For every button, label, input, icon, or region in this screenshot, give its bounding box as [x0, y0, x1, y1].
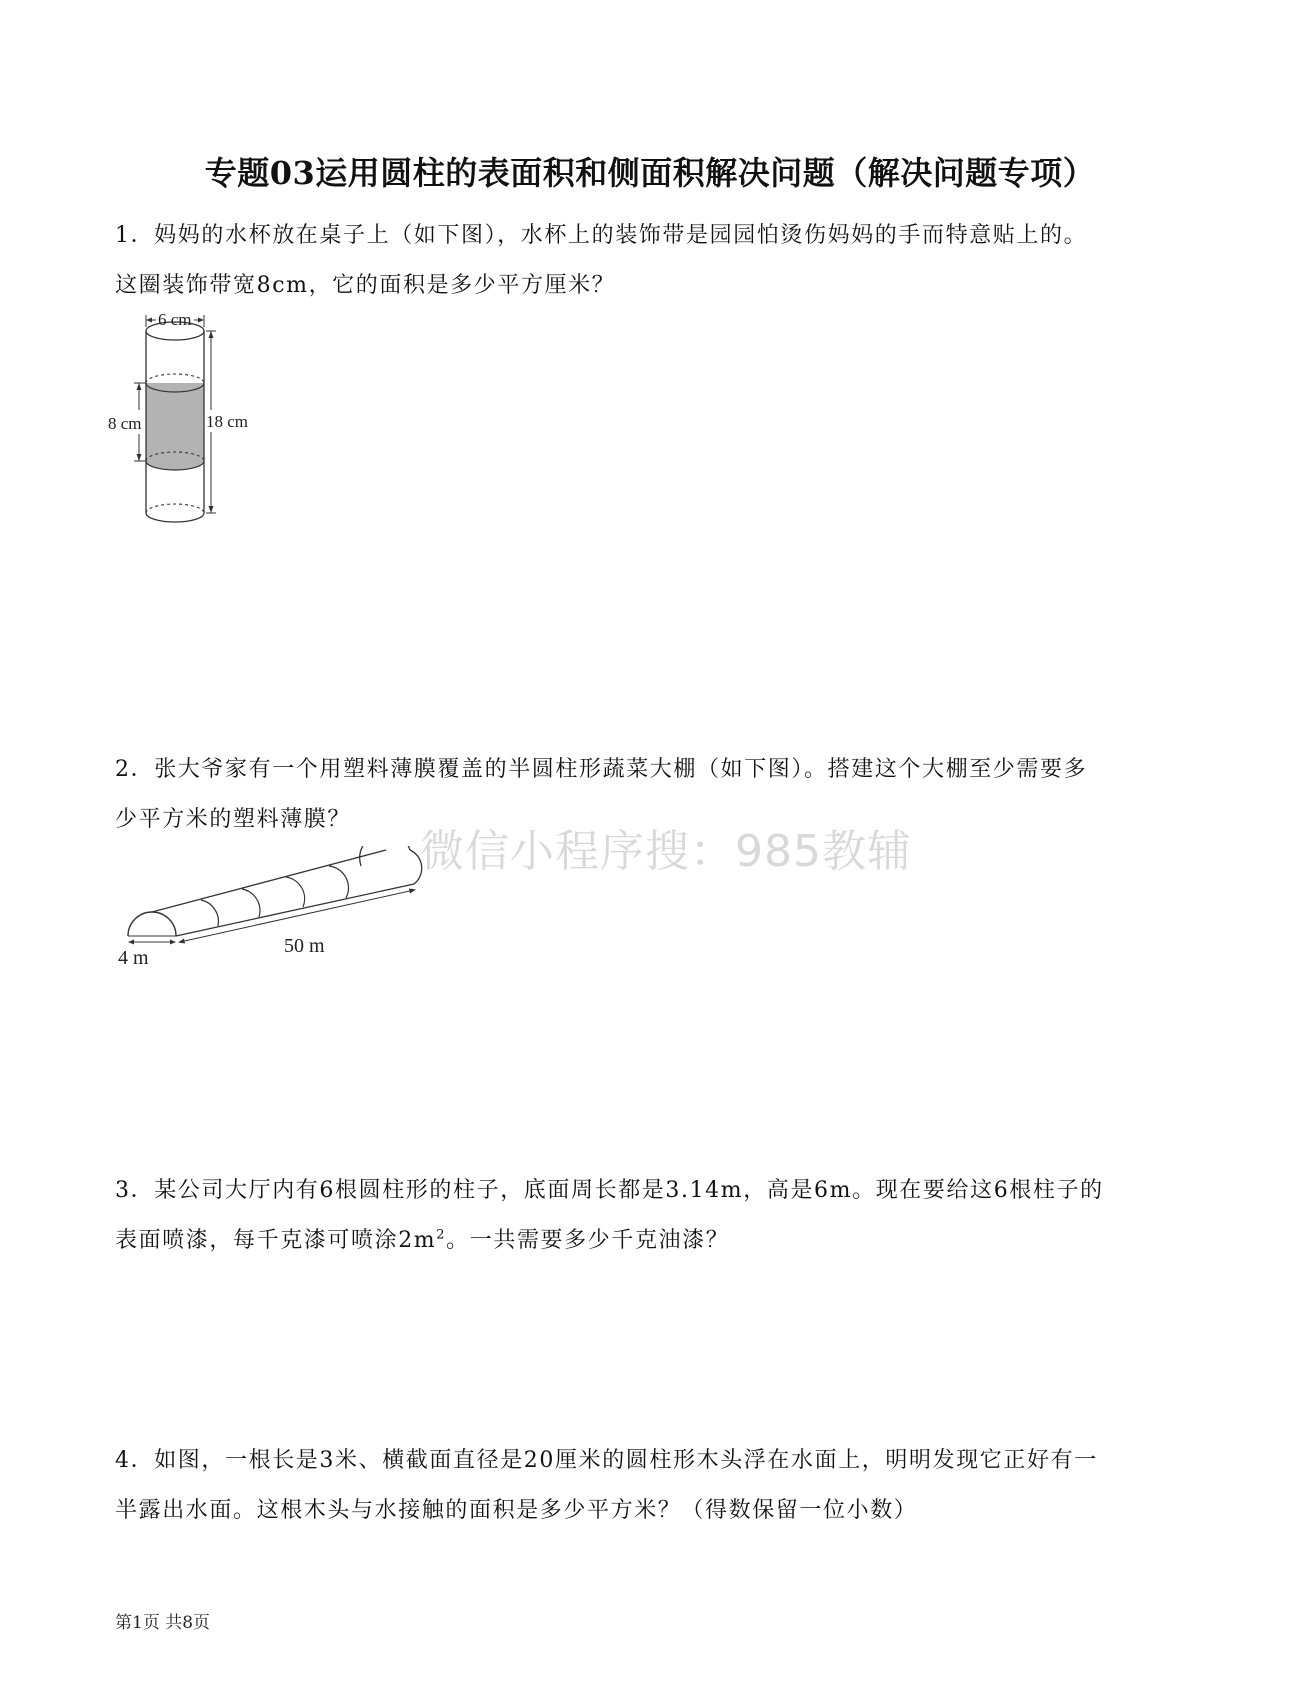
length-arrow-left — [178, 939, 185, 944]
question-3-superscript: 2 — [436, 1227, 447, 1243]
height-arrow-bottom — [209, 506, 214, 513]
greenhouse-figure — [118, 846, 448, 970]
question-4 — [115, 1436, 1190, 1536]
question-1-line-1: 1．妈妈的水杯放在桌子上（如下图），水杯上的装饰带是园园怕烫伤妈妈的手而特意贴上的。 — [115, 223, 1088, 248]
height-label: 18 cm — [206, 412, 249, 431]
diameter-label: 6 cm — [158, 313, 192, 329]
bottom-edge — [176, 884, 414, 936]
back-arch-end — [410, 850, 422, 884]
greenhouse-diagram — [118, 846, 448, 966]
arch-rib-1 — [201, 900, 218, 926]
question-3-line-1: 3．某公司大厅内有6根圆柱形的柱子，底面周长都是3.14m，高是6m。现在要给这6根柱子的 — [115, 1178, 1104, 1203]
back-arch-top — [360, 846, 410, 866]
cylinder-bottom-back-edge — [146, 504, 204, 513]
height-arrow-top — [209, 331, 214, 338]
front-arch — [128, 912, 176, 936]
question-3-line-2-main: 表面喷漆，每千克漆可喷涂2m — [115, 1228, 437, 1253]
length-arrow-right — [409, 889, 416, 894]
band-arrow-top — [137, 383, 142, 390]
diameter-arrow-right — [198, 318, 204, 323]
page-footer: 第1页 共8页 — [115, 1613, 211, 1633]
page-title: 专题03运用圆柱的表面积和侧面积解决问题（解决问题专项） — [204, 154, 1096, 192]
band-label: 8 cm — [108, 414, 142, 433]
arch-rib-3 — [286, 877, 305, 907]
question-3 — [115, 1166, 1190, 1266]
question-4-line-2: 半露出水面。这根木头与水接触的面积是多少平方米？（得数保留一位小数） — [115, 1498, 918, 1523]
cylinder-bottom-front-edge — [146, 513, 204, 522]
question-3-line-2-end: 。一共需要多少千克油漆？ — [446, 1228, 730, 1253]
arch-rib-2 — [242, 889, 260, 917]
question-3-line-2 — [115, 1216, 1190, 1266]
band-arrow-bottom — [137, 454, 142, 461]
top-ridge — [152, 850, 386, 912]
decorative-band — [146, 383, 204, 461]
arch-rib-4 — [329, 866, 348, 898]
question-2-line-1: 2．张大爷家有一个用塑料薄膜覆盖的半圆柱形蔬菜大棚（如下图）。搭建这个大棚至少需要多 — [115, 757, 1088, 782]
question-1-line-2: 这圈装饰带宽8cm，它的面积是多少平方厘米？ — [115, 273, 616, 298]
diameter-arrow-left — [146, 318, 152, 323]
width-label: 4 m — [118, 947, 149, 966]
watermark: 微信小程序搜：985教辅 — [420, 826, 912, 877]
cup-cylinder-diagram — [108, 313, 268, 533]
width-arrow-right — [170, 940, 176, 945]
band-top-back-edge — [146, 374, 204, 383]
question-2-line-2: 少平方米的塑料薄膜？ — [115, 807, 352, 832]
length-label: 50 m — [284, 935, 325, 957]
width-arrow-left — [128, 940, 134, 945]
question-4-line-1: 4．如图，一根长是3米、横截面直径是20厘米的圆柱形木头浮在水面上，明明发现它正好有一 — [115, 1448, 1098, 1473]
question-1 — [115, 211, 1190, 311]
cup-cylinder-figure — [108, 313, 268, 537]
